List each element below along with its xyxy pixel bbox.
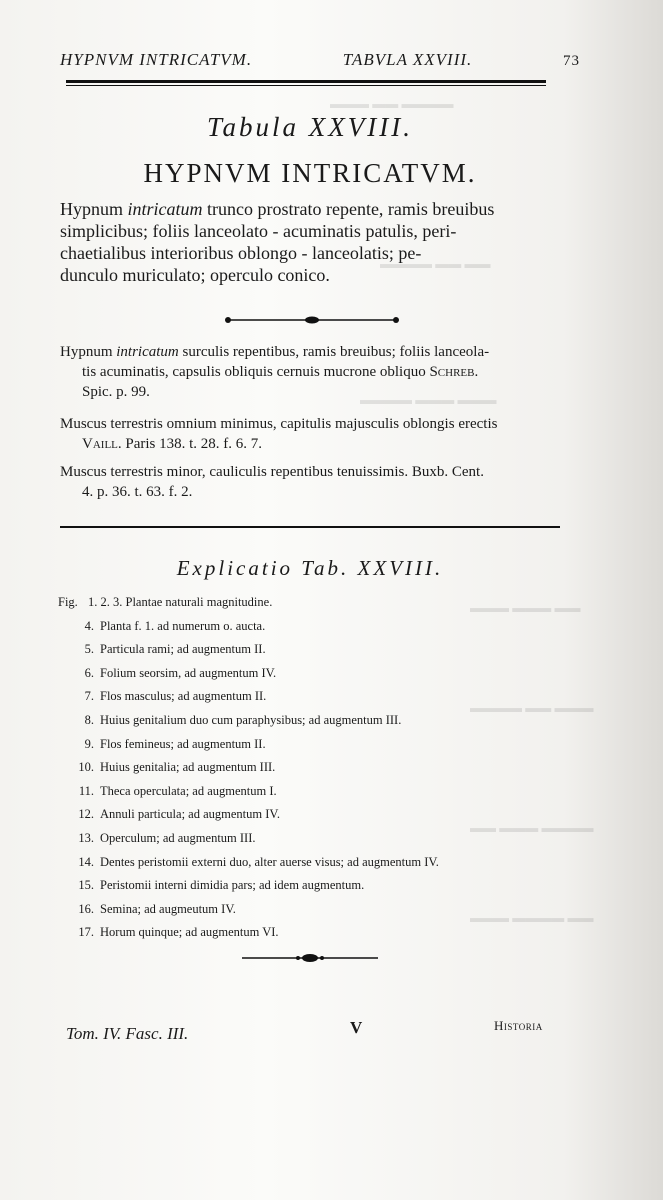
figure-number: 5. xyxy=(84,642,94,657)
diagnosis-line-2: simplicibus; foliis lanceolato - acuminatis patulis, peri- xyxy=(60,221,457,241)
running-head-center: TABVLA XXVIII. xyxy=(342,50,473,69)
figure-item xyxy=(58,806,478,830)
figure-item xyxy=(58,665,478,689)
figure-number: 11. xyxy=(78,783,94,798)
figure-number: 14. xyxy=(78,854,94,869)
figure-item xyxy=(58,618,478,642)
figure-text: Flos masculus; ad augmentum II. xyxy=(100,689,267,704)
synonym-vaillant xyxy=(60,414,560,454)
synonym-ref: Spic. p. 99. xyxy=(82,384,150,400)
section-rule xyxy=(60,526,560,528)
synonym-author: Buxb. xyxy=(411,464,449,480)
figure-text: Folium seorsim, ad augmentum IV. xyxy=(100,665,277,680)
figure-number: 6. xyxy=(84,665,94,680)
figure-number: 9. xyxy=(84,736,94,751)
figure-number: 7. xyxy=(84,689,94,704)
figure-item xyxy=(58,641,478,665)
diagnosis-line-3: chaetialibus interioribus oblongo - lanceolatis; pe- xyxy=(60,243,422,263)
diagnosis-line-4: dunculo muriculato; operculo conico. xyxy=(60,265,330,285)
synonym-text: Muscus terrestris omnium minimus, capitulis majusculis oblongis erectis xyxy=(60,416,498,432)
figure-item xyxy=(58,594,478,618)
figure-text: Peristomii interni dimidia pars; ad idem augmentum. xyxy=(100,878,365,893)
figure-item xyxy=(58,783,478,807)
figure-item xyxy=(58,712,478,736)
figure-text: Horum quinque; ad augmentum VI. xyxy=(100,925,279,940)
book-page: ▬▬▬ ▬▬ ▬▬▬▬ ▬▬▬▬ ▬▬ ▬▬ ▬▬▬▬ ▬▬▬ ▬▬▬ ▬▬▬ ▬▬▬ ▬▬ ▬▬▬▬ ▬▬ ▬▬▬ ▬▬ ▬▬▬ ▬▬▬▬ ▬▬▬ ▬▬▬▬ ▬▬ HYPNVM INTRICATVM. TABVLA XXVIII. 73 Tabula XXVIII. HYPNVM INTRICATVM. Hypnum intricatum trunco prostrato repente, ramis breuibus simplicibus; foliis lanceolato - acuminatis patulis, peri- chaetialibus interioribus oblongo - lanceolatis; pe- dunculo muriculato; operculo conico. Hypnum intricatum surculis repentibus, ramis breuibus; foliis lanceola- tis acuminatis, capsulis obliquis cernuis mucrone obliquo Schreb. Spic. p. 99. Muscus terrestris omnium minimus, capitulis majusculis oblongis erectis Vaill. Paris 138. t. 28. f. 6. 7. Muscus terrestris minor, cauliculis repentibus tenuissimis. Buxb. Cent. 4. p. 36. t. 63. f. 2. Explicatio Tab. XXVIII. Fig. 1. 2. 3. Plantae naturali magnitudine. 4. Planta f. 1. ad numerum o. aucta. 5. Particula rami; ad augmentum II. 6. Folium seorsim, ad augmentum IV. 7. Flos masculus; ad augmentum II. 8. Huius genitalium duo cum paraphysibus; ad augmentum III. 9. Flos femineus; ad augmentum II. 10. Huius genitalia; ad augmentum III. 11. Theca operculata; ad augmentum I. 12. Annuli particula; ad augmentum IV. 13. Operculum; ad augmentum III. 14. Dentes peristomii externi duo, alter auerse visus; ad augmentum IV. 15. Peristomii interni dimidia pars; ad idem augmentum. 16. Semina; ad augmeutum IV. 17. Horum quinque; ad augmentum VI. Tom. IV. Fasc. III. V Historia xyxy=(0,0,663,1200)
figure-text: Semina; ad augmeutum IV. xyxy=(100,901,236,916)
figure-item xyxy=(58,854,478,878)
figure-number: 15. xyxy=(78,878,94,893)
figure-item xyxy=(58,688,478,712)
figure-text: Planta f. 1. ad numerum o. aucta. xyxy=(100,618,266,633)
diagnosis-epithet: intricatum xyxy=(127,199,203,219)
catchword: Historia xyxy=(494,1018,543,1033)
tabula-title: Tabula XXVIII. xyxy=(207,112,413,142)
figure-item xyxy=(58,759,478,783)
figure-item xyxy=(58,877,478,901)
synonym-text-2 xyxy=(60,362,560,382)
figure-number: 4. xyxy=(84,618,94,633)
double-rule xyxy=(66,80,546,83)
figure-item xyxy=(58,924,478,948)
volume-line: Tom. IV. Fasc. III. xyxy=(66,1024,189,1043)
synonym-text: surculis repentibus, ramis breuibus; foliis lanceola- xyxy=(182,344,490,360)
figure-number: 17. xyxy=(78,925,94,940)
page-number: 73 xyxy=(562,53,580,69)
synonym-author: Schreb. xyxy=(429,364,479,380)
figure-number: 12. xyxy=(78,807,94,822)
figure-item xyxy=(58,901,478,925)
synonym-cent: Cent. xyxy=(451,464,484,480)
explicatio-title: Explicatio Tab. XXVIII. xyxy=(176,556,444,580)
diagnosis-genus: Hypnum xyxy=(60,199,123,219)
figure-text: Huius genitalia; ad augmentum III. xyxy=(100,760,276,775)
ornament-rule-icon xyxy=(222,314,402,326)
figure-number: 16. xyxy=(78,901,94,916)
synonym-schreber xyxy=(60,342,560,402)
figure-text: Annuli particula; ad augmentum IV. xyxy=(100,807,280,822)
synonym-author: Vaill. xyxy=(82,436,122,452)
figure-text: Huius genitalium duo cum paraphysibus; ad augmentum III. xyxy=(100,712,402,727)
figure-list xyxy=(58,594,478,948)
fig-label: Fig. xyxy=(58,595,78,609)
synonym-ref-text: Paris 138. t. 28. f. 6. 7. xyxy=(125,436,263,452)
figure-number: 10. xyxy=(78,760,94,775)
diagnosis-line-1 xyxy=(60,198,560,220)
figure-item xyxy=(58,830,478,854)
synonym-ref xyxy=(60,434,560,454)
figure-text: Flos femineus; ad augmentum II. xyxy=(100,736,266,751)
running-head xyxy=(60,50,580,70)
ornament-rule-icon xyxy=(240,952,380,964)
synonym-text: Muscus terrestris minor, cauliculis repentibus tenuissimis. xyxy=(60,464,409,480)
figure-text: Operculum; ad augmentum III. xyxy=(100,830,256,845)
figure-text: Dentes peristomii externi duo, alter auerse visus; ad augmentum IV. xyxy=(100,854,439,869)
figure-text: Theca operculata; ad augmentum I. xyxy=(100,783,277,798)
figure-item xyxy=(58,736,478,760)
figure-text: Particula rami; ad augmentum II. xyxy=(100,642,266,657)
synonym-epithet: intricatum xyxy=(116,344,179,360)
synonym-ref: 4. p. 36. t. 63. f. 2. xyxy=(82,484,193,500)
synonym-genus: Hypnum xyxy=(60,344,113,360)
synonym-buxbaum xyxy=(60,462,560,502)
species-title: HYPNVM INTRICATVM. xyxy=(143,158,477,188)
signature-mark: V xyxy=(350,1018,363,1037)
figure-number: 8. xyxy=(84,712,94,727)
synonym-text-2a: tis acuminatis, capsulis obliquis cernuis mucrone obliquo xyxy=(82,364,426,380)
diagnosis-text-1: trunco prostrato repente, ramis breuibus xyxy=(207,199,495,219)
running-head-left: HYPNVM INTRICATVM. xyxy=(60,50,253,69)
figure-text: 1. 2. 3. Plantae naturali magnitudine. xyxy=(88,595,273,609)
species-diagnosis xyxy=(60,198,560,286)
figure-number: 13. xyxy=(78,830,94,845)
